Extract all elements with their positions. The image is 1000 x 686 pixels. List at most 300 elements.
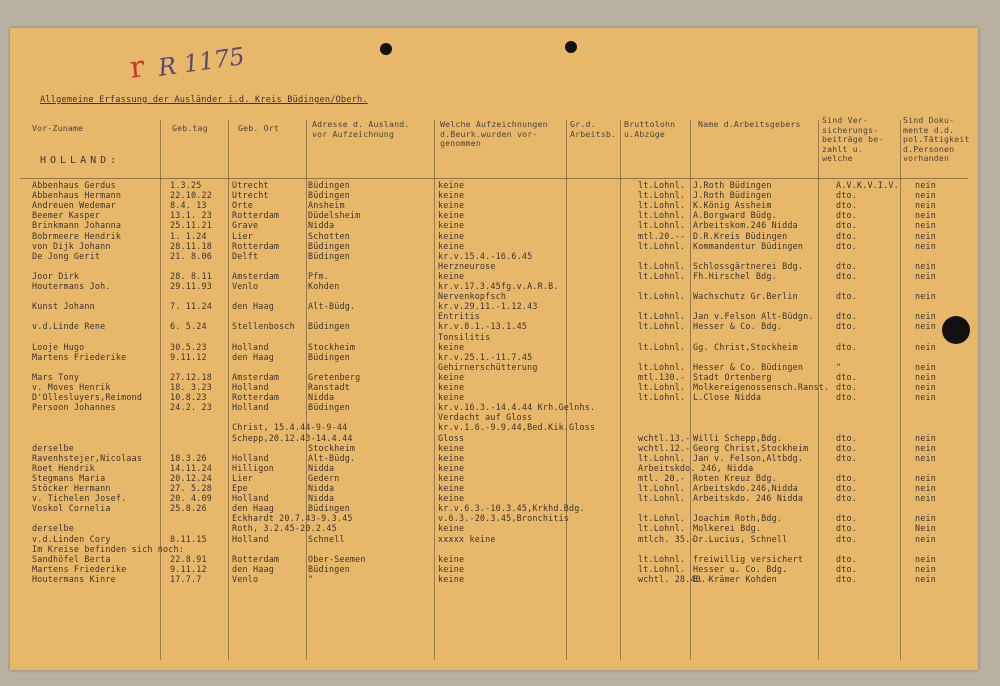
cell-insurance: dto. — [836, 321, 857, 332]
cell-birth: 14.11.24 — [170, 462, 212, 473]
cell-record: keine — [438, 180, 465, 190]
cell-docs: nein — [915, 563, 936, 574]
column-divider — [306, 120, 307, 660]
cell-birth: 30.5.23 — [170, 341, 207, 352]
cell-place: Utrecht — [232, 190, 269, 201]
cell-record: kr.v.8.1.-13.1.45 — [438, 321, 528, 332]
column-divider — [620, 120, 621, 660]
cell-place: Rotterdam — [232, 210, 280, 221]
cell-name: Im Kreise befinden sich noch: — [32, 543, 185, 554]
column-divider — [434, 120, 435, 660]
cell-employer: Hesser & Co. Büdingen — [693, 361, 804, 372]
cell-birth: 25.11.21 — [170, 220, 212, 231]
cell-address: Nidda — [308, 462, 335, 473]
cell-docs: nein — [915, 270, 936, 281]
cell-birth: 25.8.26 — [170, 503, 207, 514]
column-divider — [228, 120, 229, 660]
cell-record: keine — [438, 210, 465, 221]
cell-birth: 13.1. 23 — [170, 210, 212, 221]
cell-insurance: dto. — [836, 200, 857, 211]
cell-address: Alt-Büdg. — [308, 301, 356, 312]
cell-name: Martens Friederike — [32, 563, 127, 574]
cell-wage: mtlch. 35.- — [638, 533, 696, 544]
cell-address: Nidda — [308, 493, 335, 504]
cell-docs: nein — [915, 442, 936, 453]
cell-name: derselbe — [32, 523, 74, 534]
section-holland: HOLLAND: — [40, 155, 121, 166]
cell-docs: nein — [915, 180, 936, 190]
cell-record: keine — [438, 341, 465, 352]
cell-address: Nidda — [308, 392, 335, 403]
cell-docs: nein — [915, 392, 936, 403]
cell-docs: nein — [915, 472, 936, 483]
cell-place: Utrecht — [232, 180, 269, 190]
cell-record: kr.v.25.1.-11.7.45 — [438, 351, 533, 362]
cell-employer: Schlossgärtnerei Bdg. — [693, 260, 804, 271]
cell-wage: lt.Lohnl. — [638, 240, 686, 251]
cell-insurance: " — [836, 361, 842, 372]
cell-name: Brinkmann Johanna — [32, 220, 122, 231]
cell-wage: lt.Lohnl. — [638, 321, 686, 332]
cell-record: Gehirnerschütterung — [438, 361, 538, 372]
cell-name: Houtermans Joh. — [32, 281, 111, 291]
cell-wage: lt.Lohnl. — [638, 210, 686, 221]
cell-address: Nidda — [308, 483, 335, 493]
cell-insurance: dto. — [836, 513, 857, 524]
cell-place: Hilligon — [232, 462, 274, 473]
cell-insurance: dto. — [836, 442, 857, 453]
cell-wage: lt.Lohnl. — [638, 483, 686, 493]
cell-insurance: dto. — [836, 190, 857, 201]
cell-employer: Molkerei Bdg. — [693, 523, 762, 534]
header-records: Welche Aufzeichnungen d.Beurk.wurden vor- genommen — [440, 119, 548, 149]
cell-name: Sandhöfel Berta — [32, 553, 111, 564]
cell-insurance: dto. — [836, 483, 857, 493]
cell-birth: 24.2. 23 — [170, 402, 212, 413]
punch-hole-side — [942, 316, 970, 344]
cell-birth: 20. 4.09 — [170, 493, 212, 504]
cell-name: derselbe — [32, 442, 74, 453]
cell-address: Büdingen — [308, 250, 350, 261]
cell-name: Mars Tony — [32, 371, 80, 382]
cell-employer: Stadt Ortenberg — [693, 371, 772, 382]
cell-employer: J.Roth Büdingen — [693, 190, 772, 201]
cell-place: Holland — [232, 382, 269, 392]
cell-employer: Willi Schepp,Bdg. — [693, 432, 783, 443]
cell-record: keine — [438, 382, 465, 392]
cell-docs: nein — [915, 341, 936, 352]
cell-insurance: dto. — [836, 260, 857, 271]
punch-hole-left — [380, 43, 392, 55]
cell-address: Stockheim — [308, 442, 356, 453]
header-address: Adresse d. Ausland. vor Aufzeichnung — [312, 119, 410, 139]
cell-place: Rotterdam — [232, 553, 280, 564]
cell-docs: Nein — [915, 523, 936, 534]
document-sheet — [10, 28, 978, 670]
cell-address: Pfm. — [308, 270, 329, 281]
cell-address: Büdingen — [308, 402, 350, 413]
cell-docs: nein — [915, 321, 936, 332]
cell-name: Beemer Kasper — [32, 210, 101, 221]
cell-insurance: dto. — [836, 240, 857, 251]
cell-record: keine — [438, 240, 465, 251]
cell-name: Bobrmeere Hendrik — [32, 230, 122, 241]
cell-name: v. Moves Henrik — [32, 382, 111, 392]
cell-docs: nein — [915, 452, 936, 463]
cell-name: Abbenhaus Hermann — [32, 190, 122, 201]
cell-employer: Molkereigenossensch.Ranst. — [693, 382, 830, 392]
cell-record: Verdacht auf Gloss — [438, 412, 533, 423]
cell-record: keine — [438, 462, 465, 473]
cell-insurance: dto. — [836, 371, 857, 382]
cell-employer: Gg. Christ,Stockheim — [693, 341, 798, 352]
cell-name: v. Tichelen Josef. — [32, 493, 127, 504]
cell-place: Stellenbosch — [232, 321, 295, 332]
archive-number: R 1175 — [156, 42, 247, 82]
cell-wage: lt.Lohnl. — [638, 563, 686, 574]
cell-place: Venlo — [232, 573, 259, 584]
cell-address: Büdingen — [308, 503, 350, 514]
cell-name: Andreuen Wedemar — [32, 200, 116, 211]
cell-birth: 10.8.23 — [170, 392, 207, 403]
cell-place: Epe — [232, 483, 248, 493]
cell-address: Alt-Büdg. — [308, 452, 356, 463]
cell-wage: lt.Lohnl. — [638, 270, 686, 281]
cell-record: keine — [438, 371, 465, 382]
cell-record: keine — [438, 573, 465, 584]
cell-record: keine — [438, 483, 465, 493]
cell-record: kr.v.16.3.-14.4.44 Krh.Gelnhs. — [438, 402, 596, 413]
cell-name: De Jong Gerit — [32, 250, 101, 261]
cell-name: Abbenhaus Gerdus — [32, 180, 116, 190]
cell-name: Martens Friederike — [32, 351, 127, 362]
cell-place: Grave — [232, 220, 259, 231]
cell-record: keine — [438, 563, 465, 574]
cell-record: Herzneurose — [438, 260, 496, 271]
cell-address: Schnell — [308, 533, 345, 544]
cell-insurance: dto. — [836, 220, 857, 231]
cell-employer: Arbeitskom.246 Nidda — [693, 220, 798, 231]
cell-record: kr.v.1.6.-9.9.44,Bed.Kik.Gloss — [438, 422, 596, 433]
cell-employer: Roten Kreuz Bdg. — [693, 472, 777, 483]
cell-employer: J.Roth Büdingen — [693, 180, 772, 190]
cell-insurance: dto. — [836, 230, 857, 241]
cell-insurance: dto. — [836, 452, 857, 463]
cell-record: keine — [438, 392, 465, 403]
cell-docs: nein — [915, 361, 936, 372]
cell-employer: L.Close Nidda — [693, 392, 762, 403]
cell-wage: Arbeitskdo. 246, Nidda — [638, 462, 754, 473]
cell-wage: lt.Lohnl. — [638, 392, 686, 403]
cell-employer: Hesser u. Co. Bdg. — [693, 563, 788, 574]
cell-record: keine — [438, 472, 465, 483]
cell-insurance: dto. — [836, 493, 857, 504]
cell-docs: nein — [915, 190, 936, 201]
punch-hole-right — [565, 41, 577, 53]
cell-address: Büdingen — [308, 563, 350, 574]
red-mark: r — [128, 49, 147, 86]
cell-birth: 18.3.26 — [170, 452, 207, 463]
cell-place: Christ, 15.4.44-9-9-44 — [232, 422, 348, 433]
cell-employer: Kommandentur Büdingen — [693, 240, 804, 251]
cell-birth: 18. 3.23 — [170, 382, 212, 392]
cell-wage: lt.Lohnl. — [638, 260, 686, 271]
cell-record: keine — [438, 553, 465, 564]
cell-record: v.6.3.-20.3.45,Bronchitis — [438, 513, 570, 524]
cell-birth: 27.12.18 — [170, 371, 212, 382]
cell-address: Büdingen — [308, 180, 350, 190]
cell-address: Nidda — [308, 220, 335, 231]
cell-docs: nein — [915, 573, 936, 584]
cell-name: Voskol Cornelia — [32, 503, 111, 514]
cell-name: Looje Hugo — [32, 341, 85, 352]
cell-wage: mtl. 20.- — [638, 472, 686, 483]
cell-wage: mtl.20.-- — [638, 230, 686, 241]
cell-birth: 9.11.12 — [170, 563, 207, 574]
cell-address: Büdingen — [308, 351, 350, 362]
cell-place: Lier — [232, 230, 253, 241]
cell-address: Büdingen — [308, 321, 350, 332]
cell-wage: lt.Lohnl. — [638, 452, 686, 463]
cell-employer: Dr.Lucius, Schnell — [693, 533, 788, 544]
cell-docs: nein — [915, 311, 936, 322]
cell-insurance: dto. — [836, 291, 857, 302]
cell-insurance: dto. — [836, 432, 857, 443]
cell-name: Joor Dirk — [32, 270, 80, 281]
cell-address: Stockheim — [308, 341, 356, 352]
cell-record: keine — [438, 442, 465, 453]
cell-docs: nein — [915, 371, 936, 382]
cell-place: Rotterdam — [232, 240, 280, 251]
cell-place: Holland — [232, 493, 269, 504]
cell-place: Schepp,20.12.43-14.4.44 — [232, 432, 353, 443]
cell-place: Amsterdam — [232, 371, 280, 382]
cell-birth: 22.10.22 — [170, 190, 212, 201]
cell-wage: lt.Lohnl. — [638, 220, 686, 231]
cell-docs: nein — [915, 260, 936, 271]
cell-place: Roth, 3.2.45-20.2.45 — [232, 523, 337, 534]
cell-place: Holland — [232, 452, 269, 463]
header-birth: Geb.tag — [172, 123, 208, 133]
cell-wage: lt.Lohnl. — [638, 493, 686, 504]
cell-wage: lt.Lohnl. — [638, 180, 686, 190]
cell-employer: D.R.Kreis Büdingen — [693, 230, 788, 241]
cell-wage: lt.Lohnl. — [638, 361, 686, 372]
cell-place: den Haag — [232, 351, 274, 362]
cell-place: Holland — [232, 533, 269, 544]
cell-employer: freiwillig versichert — [693, 553, 804, 564]
cell-employer: K.König Assheim — [693, 200, 772, 211]
cell-docs: nein — [915, 493, 936, 504]
cell-insurance: dto. — [836, 573, 857, 584]
header-insurance: Sind Ver- sicherungs- beiträge be- zahlt u. welche — [822, 115, 884, 164]
cell-record: keine — [438, 190, 465, 201]
cell-address: Schotten — [308, 230, 350, 241]
cell-employer: Fh.Hirschel Bdg. — [693, 270, 777, 281]
cell-name: v.d.Linde Rene — [32, 321, 106, 332]
cell-birth: 28. 8.11 — [170, 270, 212, 281]
header-rule — [20, 178, 968, 179]
document-title: Allgemeine Erfassung der Ausländer i.d. Kreis Büdingen/Oberh. — [40, 95, 368, 105]
cell-employer: Georg Christ,Stockheim — [693, 442, 809, 453]
cell-docs: nein — [915, 291, 936, 302]
cell-record: keine — [438, 200, 465, 211]
cell-docs: nein — [915, 533, 936, 544]
cell-address: Ranstadt — [308, 382, 350, 392]
cell-wage: lt.Lohnl. — [638, 523, 686, 534]
cell-address: Düdelsheim — [308, 210, 361, 221]
cell-name: Houtermans Kinre — [32, 573, 116, 584]
cell-place: Amsterdam — [232, 270, 280, 281]
cell-name: Kunst Johann — [32, 301, 95, 312]
cell-record: keine — [438, 493, 465, 504]
cell-employer: Arbeitskdo.246,Nidda — [693, 483, 798, 493]
cell-employer: Hesser & Co. Bdg. — [693, 321, 783, 332]
cell-employer: Wachschutz Gr.Berlin — [693, 291, 798, 302]
cell-employer: Arbeitskdo. 246 Nidda — [693, 493, 804, 504]
cell-place: den Haag — [232, 563, 274, 574]
cell-docs: nein — [915, 230, 936, 241]
cell-record: kr.v.17.3.45fg.v.A.R.B. — [438, 281, 559, 291]
header-work: Gr.d. Arbeitsb. — [570, 119, 617, 139]
cell-birth: 20.12.24 — [170, 472, 212, 483]
cell-wage: lt.Lohnl. — [638, 513, 686, 524]
cell-record: kr.v.6.3.-10.3.45,Krkhd.Bdg. — [438, 503, 585, 514]
cell-docs: nein — [915, 553, 936, 564]
cell-record: Entritis — [438, 311, 480, 322]
cell-insurance: dto. — [836, 311, 857, 322]
cell-employer: A.Borgward Büdg. — [693, 210, 777, 221]
cell-insurance: dto. — [836, 341, 857, 352]
cell-wage: wchtl. 28.40.- — [638, 573, 712, 584]
cell-docs: nein — [915, 200, 936, 211]
cell-docs: nein — [915, 483, 936, 493]
cell-employer: Jan v.Felson Alt-Büdgn. — [693, 311, 814, 322]
cell-insurance: dto. — [836, 270, 857, 281]
column-divider — [566, 120, 567, 660]
cell-record: Tonsilitis — [438, 331, 491, 342]
cell-birth: 8.4. 13 — [170, 200, 207, 211]
cell-place: Orte — [232, 200, 253, 211]
cell-name: Stegmans Maria — [32, 472, 106, 483]
cell-insurance: dto. — [836, 392, 857, 403]
cell-record: xxxxx keine — [438, 533, 496, 544]
cell-record: Gloss — [438, 432, 465, 443]
cell-birth: 29.11.93 — [170, 281, 212, 291]
cell-birth: 9.11.12 — [170, 351, 207, 362]
cell-wage: mtl.130.- — [638, 371, 686, 382]
cell-docs: nein — [915, 210, 936, 221]
cell-address: Ansheim — [308, 200, 345, 211]
cell-insurance: dto. — [836, 523, 857, 534]
cell-place: den Haag — [232, 301, 274, 312]
cell-birth: 1. 1.24 — [170, 230, 207, 241]
cell-insurance: dto. — [836, 472, 857, 483]
header-name: Vor-Zuname — [32, 123, 84, 133]
cell-name: Ravenhstejer,Nicolaas — [32, 452, 143, 463]
header-documents: Sind Doku- mente d.d. pol.Tätigkeit d.Personen vorhanden — [903, 115, 970, 164]
cell-wage: lt.Lohnl. — [638, 382, 686, 392]
cell-place: Lier — [232, 472, 253, 483]
cell-docs: nein — [915, 240, 936, 251]
cell-birth: 7. 11.24 — [170, 301, 212, 312]
cell-wage: lt.Lohnl. — [638, 341, 686, 352]
cell-place: Rotterdam — [232, 392, 280, 403]
cell-wage: lt.Lohnl. — [638, 200, 686, 211]
cell-insurance: dto. — [836, 563, 857, 574]
cell-wage: lt.Lohnl. — [638, 311, 686, 322]
cell-address: Büdingen — [308, 190, 350, 201]
cell-docs: nein — [915, 432, 936, 443]
cell-name: D'Ollesluyers,Reimond — [32, 392, 143, 403]
cell-insurance: dto. — [836, 553, 857, 564]
cell-address: Gretenberg — [308, 371, 361, 382]
cell-employer: Jan v. Felson,Altbdg. — [693, 452, 804, 463]
cell-birth: 1.3.25 — [170, 180, 202, 190]
cell-insurance: dto. — [836, 210, 857, 221]
cell-birth: 8.11.15 — [170, 533, 207, 544]
cell-address: " — [308, 573, 314, 584]
cell-address: Kohden — [308, 281, 340, 291]
cell-place: Holland — [232, 402, 269, 413]
cell-place: Holland — [232, 341, 269, 352]
cell-address: Ober-Seemen — [308, 553, 366, 564]
cell-birth: 17.7.7 — [170, 573, 202, 584]
cell-place: Delft — [232, 250, 259, 261]
cell-employer: E. Krämer Kohden — [693, 573, 777, 584]
cell-address: Büdingen — [308, 240, 350, 251]
cell-name: Persoon Johannes — [32, 402, 116, 413]
cell-record: kr.v.15.4.-16.6.45 — [438, 250, 533, 261]
cell-birth: 28.11.18 — [170, 240, 212, 251]
cell-name: v.d.Linden Cory — [32, 533, 111, 544]
cell-wage: lt.Lohnl. — [638, 190, 686, 201]
cell-record: keine — [438, 523, 465, 534]
cell-wage: lt.Lohnl. — [638, 553, 686, 564]
cell-insurance: dto. — [836, 533, 857, 544]
cell-birth: 22.8.91 — [170, 553, 207, 564]
cell-place: den Haag — [232, 503, 274, 514]
cell-record: keine — [438, 230, 465, 241]
cell-birth: 27. 5.28 — [170, 483, 212, 493]
cell-name: Stöcker Hermann — [32, 483, 111, 493]
cell-place: Venlo — [232, 281, 259, 291]
cell-name: von Dijk Johann — [32, 240, 111, 251]
cell-birth: 6. 5.24 — [170, 321, 207, 332]
cell-name: Roet Hendrik — [32, 462, 95, 473]
cell-record: keine — [438, 270, 465, 281]
cell-birth: 21. 8.06 — [170, 250, 212, 261]
cell-employer: Joachim Roth,Bdg. — [693, 513, 783, 524]
cell-wage: wchtl.13.- — [638, 432, 691, 443]
cell-record: keine — [438, 452, 465, 463]
column-divider — [160, 120, 161, 660]
cell-insurance: A.V.K.V.I.V. — [836, 180, 899, 190]
cell-address: Gedern — [308, 472, 340, 483]
cell-record: keine — [438, 220, 465, 231]
cell-record: Nervenkopfsch — [438, 291, 507, 302]
cell-docs: nein — [915, 220, 936, 231]
cell-record: kr.v.29.11.-1.12.43 — [438, 301, 538, 312]
header-employer: Name d.Arbeitsgebers — [698, 119, 801, 129]
header-birthplace: Geb. Ort — [238, 123, 280, 133]
cell-wage: lt.Lohnl. — [638, 291, 686, 302]
cell-wage: wchtl.12.- — [638, 442, 691, 453]
column-divider — [900, 120, 901, 660]
header-wage: Bruttolohn u.Abzüge — [624, 119, 676, 139]
cell-place: Eckhardt 20.7.43-9.3.45 — [232, 513, 353, 524]
cell-insurance: dto. — [836, 382, 857, 392]
